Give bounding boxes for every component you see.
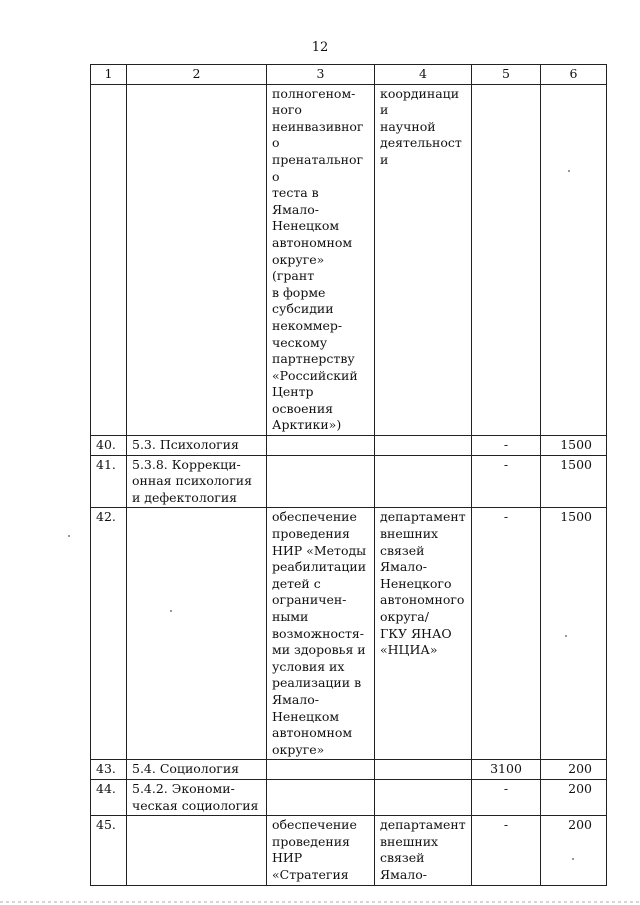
column-header: 1 xyxy=(91,65,127,85)
section-cell: 5.4. Социология xyxy=(127,760,267,780)
scan-edge xyxy=(0,901,640,903)
section-cell: 5.3.8. Коррекци- онная психология и дефектология xyxy=(127,455,267,508)
table-row xyxy=(91,455,607,508)
organization-cell xyxy=(375,779,472,815)
page-number: 12 xyxy=(311,40,329,55)
budget-table xyxy=(90,64,607,886)
organization-cell xyxy=(375,760,472,780)
table-row xyxy=(91,84,607,435)
section-cell: 5.4.2. Экономи- ческая социология xyxy=(127,779,267,815)
row-number-cell: 42. xyxy=(91,508,127,760)
row-number-cell: 45. xyxy=(91,816,127,885)
table-row xyxy=(91,816,607,885)
row-number-cell: 43. xyxy=(91,760,127,780)
row-number-cell: 40. xyxy=(91,436,127,456)
section-cell: 5.3. Психология xyxy=(127,436,267,456)
section-cell xyxy=(127,816,267,885)
column-header: 5 xyxy=(472,65,541,85)
organization-cell xyxy=(375,455,472,508)
scan-speck xyxy=(170,610,172,612)
description-cell xyxy=(267,760,375,780)
description-cell xyxy=(267,455,375,508)
col5-value-cell: - xyxy=(472,455,541,508)
col6-value-cell: 200 xyxy=(541,816,607,885)
organization-cell xyxy=(375,436,472,456)
description-cell: полногеном- ного неинвазивного пренатального теста в Ямало- Ненецком автономном округе» (грант в форме субсидии некоммер- ческому партнерству «Российский Центр освоения Арктики») xyxy=(267,84,375,435)
description-cell xyxy=(267,779,375,815)
table-row xyxy=(91,760,607,780)
col6-value-cell: 1500 xyxy=(541,436,607,456)
col5-value-cell: 3100 xyxy=(472,760,541,780)
description-cell: обеспечение проведения НИР «Методы реабилитации детей с ограничен- ными возможностя- ми здоровья и условия их реализации в Ямало- Ненецком автономном округе» xyxy=(267,508,375,760)
description-cell xyxy=(267,436,375,456)
organization-cell: координации научной деятельности xyxy=(375,84,472,435)
scan-speck xyxy=(568,170,570,172)
description-cell: обеспечение проведения НИР «Стратегия xyxy=(267,816,375,885)
col5-value-cell: - xyxy=(472,436,541,456)
header-row xyxy=(91,65,607,85)
col6-value-cell: 200 xyxy=(541,760,607,780)
column-header: 2 xyxy=(127,65,267,85)
table-row xyxy=(91,779,607,815)
col6-value-cell: 1500 xyxy=(541,508,607,760)
col6-value-cell xyxy=(541,84,607,435)
scan-speck xyxy=(572,858,574,860)
col5-value-cell xyxy=(472,84,541,435)
col5-value-cell: - xyxy=(472,779,541,815)
table-row xyxy=(91,436,607,456)
column-header: 6 xyxy=(541,65,607,85)
organization-cell: департамент внешних связей Ямало- Ненецкого автономного округа/ ГКУ ЯНАО «НЦИА» xyxy=(375,508,472,760)
organization-cell: департамент внешних связей Ямало- xyxy=(375,816,472,885)
row-number-cell: 41. xyxy=(91,455,127,508)
column-header: 3 xyxy=(267,65,375,85)
section-cell xyxy=(127,508,267,760)
column-header: 4 xyxy=(375,65,472,85)
section-cell xyxy=(127,84,267,435)
row-number-cell: 44. xyxy=(91,779,127,815)
col5-value-cell: - xyxy=(472,816,541,885)
col5-value-cell: - xyxy=(472,508,541,760)
col6-value-cell: 1500 xyxy=(541,455,607,508)
row-number-cell xyxy=(91,84,127,435)
table-row xyxy=(91,508,607,760)
scan-speck xyxy=(565,635,567,637)
col6-value-cell: 200 xyxy=(541,779,607,815)
scan-speck xyxy=(68,535,70,537)
